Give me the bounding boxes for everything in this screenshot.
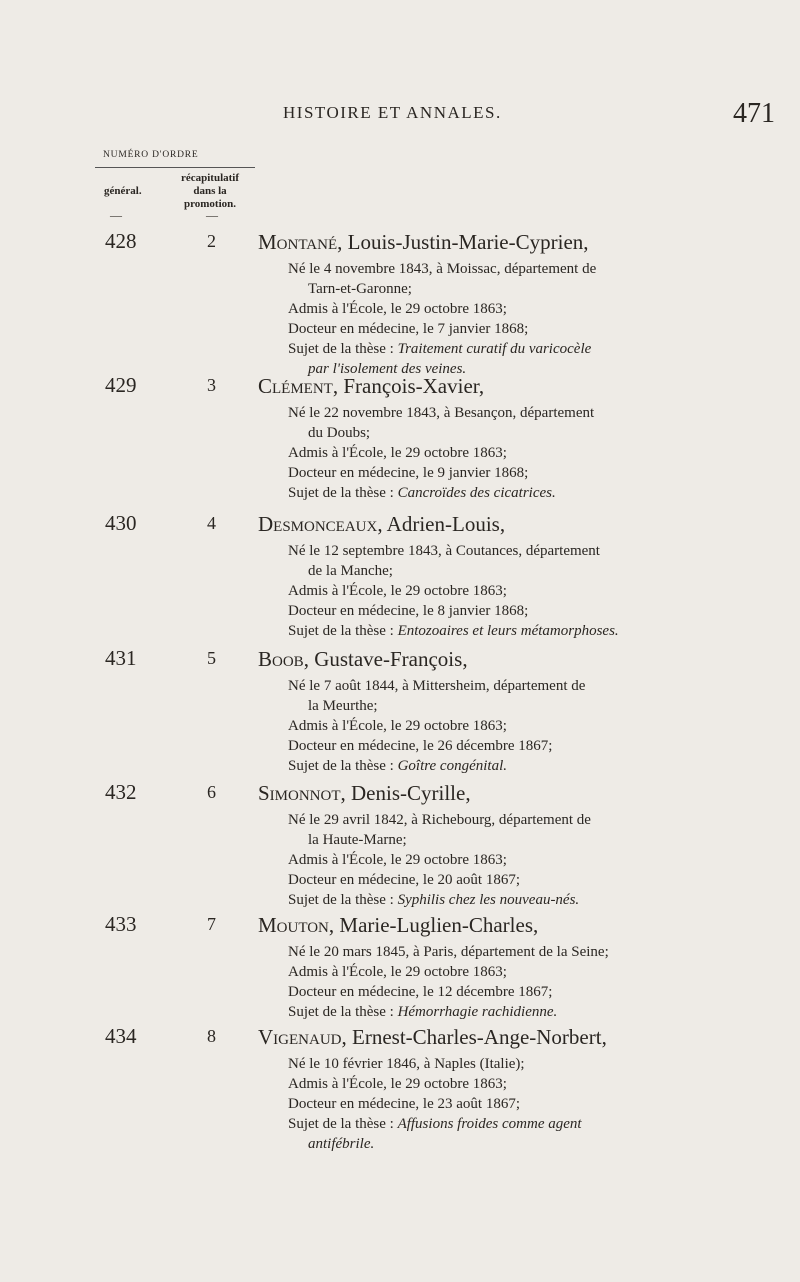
person-name <box>258 511 713 537</box>
thesis-title: Cancroïdes des cicatrices. <box>397 485 556 501</box>
entry-body <box>258 229 713 379</box>
birth-line: Né le 12 septembre 1843, à Coutances, département <box>288 543 600 559</box>
birth-line: Né le 4 novembre 1843, à Moissac, département de <box>288 261 597 277</box>
recap-number: 4 <box>207 513 216 533</box>
person-name <box>258 912 713 938</box>
admission-line: Admis à l'École, le 29 octobre 1863; <box>288 445 507 461</box>
thesis-title: Hémorrhagie rachidienne. <box>397 1004 558 1020</box>
given-names: , Marie-Luglien-Charles, <box>328 913 539 937</box>
column-header-recap: récapitulatif dans la promotion. <box>180 172 240 210</box>
doctorate-line: Docteur en médecine, le 12 décembre 1867; <box>288 984 553 1000</box>
given-names: , Denis-Cyrille, <box>340 781 471 805</box>
person-name <box>258 780 713 806</box>
person-name <box>258 1024 713 1050</box>
entry-details <box>288 942 713 1022</box>
entry-body <box>258 912 713 1022</box>
entry-details <box>288 403 713 503</box>
recap-number: 2 <box>207 231 216 251</box>
birth-line-cont: de la Manche; <box>308 563 393 579</box>
entry-details <box>288 541 713 641</box>
entry-details <box>288 676 713 776</box>
thesis-line <box>288 890 713 910</box>
admission-line: Admis à l'École, le 29 octobre 1863; <box>288 583 507 599</box>
thesis-line <box>288 621 713 641</box>
thesis-prefix: Sujet de la thèse : <box>288 485 398 501</box>
birth-line-cont: la Haute-Marne; <box>308 832 407 848</box>
thesis-title: Goître congénital. <box>397 758 507 774</box>
birth-line-cont: la Meurthe; <box>308 698 378 714</box>
column-header-numero: NUMÉRO D'ORDRE <box>103 150 199 160</box>
birth-line: Né le 20 mars 1845, à Paris, département de la Seine; <box>288 944 609 960</box>
general-number: 433 <box>105 912 137 936</box>
person-name <box>258 646 713 672</box>
entry-body <box>258 511 713 641</box>
entry-details <box>288 810 713 910</box>
column-dash-general: — <box>110 208 122 222</box>
column-dash-recap: — <box>206 208 218 222</box>
doctorate-line: Docteur en médecine, le 26 décembre 1867; <box>288 738 553 754</box>
thesis-prefix: Sujet de la thèse : <box>288 892 398 908</box>
recap-number: 7 <box>207 914 216 934</box>
thesis-title: Traitement curatif du varicocèle <box>397 341 592 357</box>
doctorate-line: Docteur en médecine, le 23 août 1867; <box>288 1096 521 1112</box>
admission-line: Admis à l'École, le 29 octobre 1863; <box>288 718 507 734</box>
general-number: 428 <box>105 229 137 253</box>
thesis-title: Entozoaires et leurs métamorphoses. <box>397 623 619 639</box>
birth-line-cont: du Doubs; <box>308 425 371 441</box>
admission-line: Admis à l'École, le 29 octobre 1863; <box>288 301 507 317</box>
thesis-prefix: Sujet de la thèse : <box>288 1004 398 1020</box>
given-names: , François-Xavier, <box>332 374 485 398</box>
general-number: 429 <box>105 373 137 397</box>
thesis-title: Syphilis chez les nouveau-nés. <box>397 892 580 908</box>
column-header-general: général. <box>104 185 142 197</box>
thesis-prefix: Sujet de la thèse : <box>288 341 398 357</box>
recap-number: 3 <box>207 375 216 395</box>
given-names: , Louis-Justin-Marie-Cyprien, <box>337 230 589 254</box>
person-name <box>258 229 713 255</box>
given-names: , Adrien-Louis, <box>377 512 506 536</box>
doctorate-line: Docteur en médecine, le 7 janvier 1868; <box>288 321 529 337</box>
surname: Vigenaud <box>258 1025 342 1049</box>
birth-line: Né le 10 février 1846, à Naples (Italie); <box>288 1056 525 1072</box>
surname: Boob <box>258 647 304 671</box>
thesis-line <box>288 483 713 503</box>
surname: Mouton <box>258 913 329 937</box>
admission-line: Admis à l'École, le 29 octobre 1863; <box>288 1076 507 1092</box>
person-name <box>258 373 713 399</box>
general-number: 434 <box>105 1024 137 1048</box>
thesis-line <box>288 756 713 776</box>
surname: Clément <box>258 374 333 398</box>
thesis-title: Affusions froides comme agent <box>397 1116 582 1132</box>
doctorate-line: Docteur en médecine, le 9 janvier 1868; <box>288 465 529 481</box>
surname: Simonnot <box>258 781 341 805</box>
doctorate-line: Docteur en médecine, le 20 août 1867; <box>288 872 521 888</box>
thesis-title-cont: par l'isolement des veines. <box>308 361 467 377</box>
surname: Montané <box>258 230 338 254</box>
given-names: , Gustave-François, <box>303 647 468 671</box>
thesis-prefix: Sujet de la thèse : <box>288 623 398 639</box>
recap-number: 5 <box>207 648 216 668</box>
entry-details <box>288 1054 713 1154</box>
birth-line-cont: Tarn-et-Garonne; <box>308 281 412 297</box>
running-title: HISTOIRE ET ANNALES. <box>283 103 502 122</box>
general-number: 430 <box>105 511 137 535</box>
entry-body <box>258 646 713 776</box>
thesis-title-cont: antifébrile. <box>308 1136 375 1152</box>
general-number: 431 <box>105 646 137 670</box>
page-number: 471 <box>733 98 775 129</box>
column-header-rule <box>95 167 255 168</box>
entry-body <box>258 373 713 503</box>
thesis-line <box>288 1114 713 1134</box>
thesis-line <box>288 1002 713 1022</box>
entry-body <box>258 1024 713 1154</box>
birth-line: Né le 7 août 1844, à Mittersheim, département de <box>288 678 586 694</box>
recap-number: 6 <box>207 782 216 802</box>
thesis-prefix: Sujet de la thèse : <box>288 758 398 774</box>
admission-line: Admis à l'École, le 29 octobre 1863; <box>288 964 507 980</box>
birth-line: Né le 29 avril 1842, à Richebourg, département de <box>288 812 591 828</box>
entry-details <box>288 259 713 379</box>
admission-line: Admis à l'École, le 29 octobre 1863; <box>288 852 507 868</box>
thesis-prefix: Sujet de la thèse : <box>288 1116 398 1132</box>
given-names: , Ernest-Charles-Ange-Norbert, <box>341 1025 607 1049</box>
birth-line: Né le 22 novembre 1843, à Besançon, département <box>288 405 595 421</box>
general-number: 432 <box>105 780 137 804</box>
surname: Desmonceaux <box>258 512 378 536</box>
recap-number: 8 <box>207 1026 216 1046</box>
entry-body <box>258 780 713 910</box>
thesis-line <box>288 339 713 359</box>
doctorate-line: Docteur en médecine, le 8 janvier 1868; <box>288 603 529 619</box>
